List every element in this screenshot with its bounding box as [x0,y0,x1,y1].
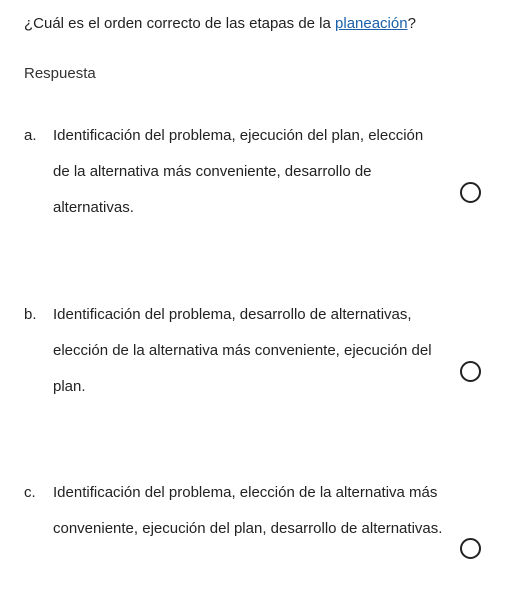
option-b-radio[interactable] [460,361,481,382]
option-b-letter: b. [24,306,37,323]
answer-label: Respuesta [24,65,96,82]
option-c-text: Identificación del problema, elección de la alternativa más conveniente, ejecución del plan, desarrollo de alternativas. [53,484,443,537]
option-b[interactable] [0,305,518,425]
option-a-radio[interactable] [460,182,481,203]
option-c[interactable] [0,483,518,603]
option-c-letter: c. [24,484,36,501]
option-a-text: Identificación del problema, ejecución del plan, elección de la alternativa más conveniente, desarrollo de alternativas. [53,127,424,216]
option-a-letter: a. [24,127,37,144]
option-c-radio[interactable] [460,538,481,559]
question-prefix: ¿Cuál es el orden correcto de las etapas de la [24,15,336,32]
question-text [24,14,416,34]
option-a[interactable] [0,126,518,246]
planeacion-link[interactable]: planeación [335,15,408,32]
question-suffix: ? [407,15,416,32]
option-b-text: Identificación del problema, desarrollo de alternativas, elección de la alternativa más conveniente, ejecución del plan. [53,306,432,395]
